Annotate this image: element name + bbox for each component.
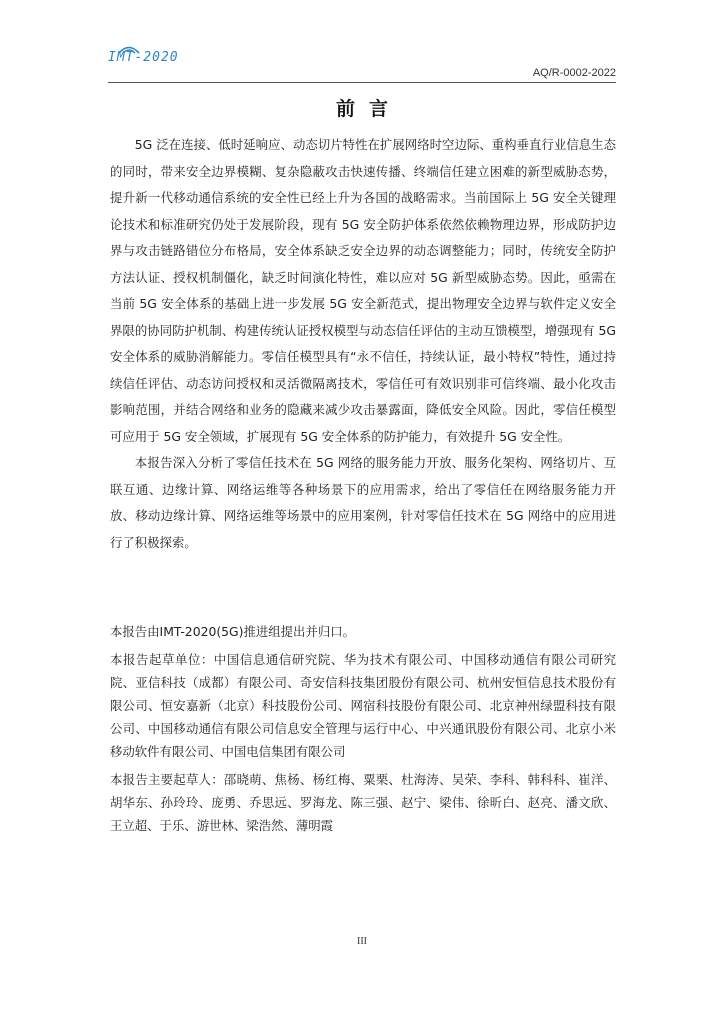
preface-body bbox=[110, 132, 616, 556]
drafters: 本报告主要起草人：邵晓萌、焦杨、杨红梅、粟栗、杜海涛、吴荣、李科、韩科科、崔洋、胡华东、孙玲玲、庞勇、乔思远、罗海龙、陈三强、赵宁、梁伟、徐昕白、赵亮、潘文欣、王立超、于乐、游世林、梁浩然、薄明霞 bbox=[110, 772, 616, 833]
page-title: 前言 bbox=[335, 98, 402, 120]
document-code: AQ/R-0002-2022 bbox=[532, 67, 616, 79]
imt2020-logo bbox=[108, 50, 179, 65]
signal-arc-icon bbox=[118, 44, 140, 54]
header-divider bbox=[108, 82, 616, 83]
preface-paragraph-2: 本报告深入分析了零信任技术在 5G 网络的服务能力开放、服务化架构、网络切片、互联互通、边缘计算、网络运维等各种场景下的应用需求，给出了零信任在网络服务能力开放、移动边缘计算、网络运维等场景中的应用案例，针对零信任技术在 5G 网络中的应用进行了积极探索。 bbox=[110, 455, 616, 550]
logo-text: IMT-2020 bbox=[108, 50, 179, 65]
report-info bbox=[110, 620, 616, 837]
drafting-units: 本报告起草单位：中国信息通信研究院、华为技术有限公司、中国移动通信有限公司研究院、亚信科技（成都）有限公司、奇安信科技集团股份有限公司、杭州安恒信息技术股份有限公司、恒安嘉新（北京）科技股份公司、网宿科技股份有限公司、北京神州绿盟科技有限公司、中国移动通信有限公司信息安全管理与运行中心、中兴通讯股份有限公司、北京小米移动软件有限公司、中国电信集团有限公司 bbox=[110, 652, 616, 759]
page-number: III bbox=[357, 936, 367, 947]
proposer-statement: 本报告由IMT-2020(5G)推进组提出并归口。 bbox=[110, 624, 356, 639]
preface-paragraph-1: 5G 泛在连接、低时延响应、动态切片特性在扩展网络时空边际、重构垂直行业信息生态的同时，带来安全边界模糊、复杂隐蔽攻击快速传播、终端信任建立困难的新型威胁态势，提升新一代移动通信系统的安全性已经上升为各国的战略需求。当前国际上 5G 安全关键理论技术和标准研究仍处于发展阶段，现有 5G 安全防护体系依然依赖物理边界，形成防护边界与攻击链路错位分布格局，安全体系缺乏安全边界的动态调整能力；同时，传统安全防护方法认证、授权机制僵化，缺乏时间演化特性，难以应对 5G 新型威胁态势。因此，亟需在当前 5G 安全体系的基础上进一步发展 5G 安全新范式，提出物理安全边界与软件定义安全界限的协同防护机制、构建传统认证授权模型与动态信任评估的主动互馈模型，增强现有 5G 安全体系的威胁消解能力。零信任模型具有“永不信任，持续认证，最小特权”特性，通过持续信任评估、动态访问授权和灵活微隔离技术，零信任可有效识别非可信终端、最小化攻击影响范围，并结合网络和业务的隐藏来减少攻击暴露面，降低安全风险。因此，零信任模型可应用于 5G 安全领域，扩展现有 5G 安全体系的防护能力，有效提升 5G 安全性。 bbox=[110, 137, 616, 444]
